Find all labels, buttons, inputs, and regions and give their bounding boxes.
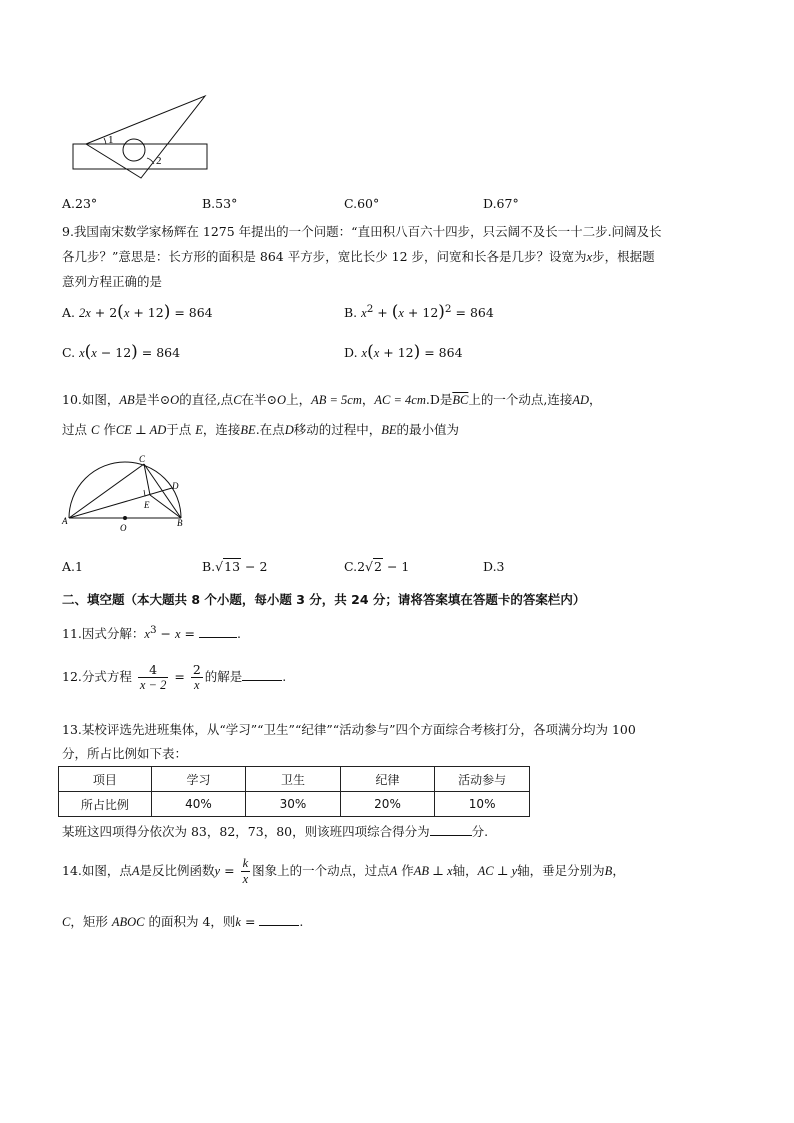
label-d: D (172, 481, 179, 491)
center-point-o (123, 516, 127, 520)
q10-figure (60, 452, 190, 534)
label-o: O (120, 523, 127, 533)
triangle-set-square (86, 96, 205, 178)
q8-option-b: B.53° (202, 196, 238, 211)
segment-be (150, 495, 181, 518)
q8-figure (68, 92, 213, 182)
label-b: B (177, 518, 183, 528)
q10-line1: 10.如图，AB是半⊙O的直径,点C在半⊙O上，AB = 5cm，AC = 4cm.D是$\overline{BC}$上的一个动点,连接AD， (62, 392, 602, 407)
q10-option-b: B.√13 − 2 (202, 559, 268, 574)
table-header-cell: 纪律 (340, 767, 435, 792)
q13-line3: 某班这四项得分依次为 83，82，73，80，则该班四项综合得分为 分. (62, 824, 489, 839)
table-header-cell: 卫生 (246, 767, 341, 792)
q11: 11.因式分解：$x^3 - x$ = . (62, 624, 241, 642)
label-a: A (62, 516, 68, 526)
table-cell: 40% (151, 792, 246, 817)
table-cell: 30% (246, 792, 341, 817)
q12-fraction-left: $\frac{4}{x - 2}$ (139, 662, 167, 692)
table-header-cell: 活动参与 (435, 767, 530, 792)
section2-heading: 二、填空题（本大题共 8 个小题，每小题 3 分，共 24 分；请将答案填在答题卡的答案栏内） (62, 592, 586, 607)
q14-fraction: $\frac{k}{x}$ (242, 856, 249, 886)
table-row (59, 792, 530, 817)
q12-answer-blank[interactable] (242, 668, 282, 681)
q14-line1: 14.如图，点A是反比例函数y = $\frac{k}{x}$ 图象上的一个动点，过点A 作AB ⊥ x轴，AC ⊥ y轴，垂足分别为B， (62, 856, 625, 886)
triangle-hole-circle (123, 139, 145, 161)
q9-option-b: B. $x^2 + (x + 12)^2 = 864$ (344, 302, 494, 322)
q9-line2: 各几步？”意思是：长方形的面积是 864 平方步，宽比长少 12 步，问宽和长各是几步？设宽为x步，根据题 (62, 249, 655, 264)
q9-line3: 意列方程正确的是 (62, 274, 163, 289)
table-cell: 20% (340, 792, 435, 817)
table-cell: 所占比例 (59, 792, 152, 817)
q8-option-d: D.67° (483, 196, 519, 211)
segment-ad (69, 488, 172, 518)
q8-option-a: A.23° (62, 196, 98, 211)
q13-answer-blank[interactable] (430, 823, 472, 836)
q11-answer-blank[interactable] (199, 625, 237, 638)
angle1-label: 1 (108, 134, 114, 146)
q10-option-a: A.1 (62, 559, 83, 574)
table-row (59, 767, 530, 792)
q10-line2: 过点 C 作CE ⊥ AD于点 E，连接BE.在点D移动的过程中，BE的最小值为 (62, 422, 460, 437)
q14-answer-blank[interactable] (259, 913, 299, 926)
q9-line1: 9.我国南宋数学家杨辉在 1275 年提出的一个问题：“直田积八百六十四步，只云阔不及长一十二步.问阔及长 (62, 224, 662, 239)
table-header-cell: 项目 (59, 767, 152, 792)
label-e: E (144, 500, 150, 510)
table-header-cell: 学习 (151, 767, 246, 792)
q9-option-d: D. x(x + 12) = 864 (344, 342, 463, 362)
q13-line1: 13.某校评选先进班集体，从“学习”“卫生”“纪律”“活动参与”四个方面综合考核打分，各项满分均为 100 (62, 722, 636, 737)
angle1-arc (104, 138, 106, 144)
segment-ac (69, 464, 144, 518)
q9-option-c: C. x(x − 12) = 864 (62, 342, 181, 362)
q13-line2: 分，所占比例如下表： (62, 746, 188, 761)
q12: 12.分式方程 $\frac{4}{x - 2}$ = $\frac{2}{x}$ 的解是 . (62, 662, 287, 692)
q9-option-a: A. 2x + 2(x + 12) = 864 (62, 302, 213, 322)
q13-table (58, 766, 530, 817)
q10-option-d: D.3 (483, 559, 505, 574)
label-c: C (139, 454, 146, 464)
ruler-rectangle (73, 144, 207, 169)
q10-option-c: C.2√2 − 1 (344, 559, 410, 574)
q8-option-c: C.60° (344, 196, 380, 211)
angle2-label: 2 (156, 155, 162, 167)
table-cell: 10% (435, 792, 530, 817)
q12-fraction-right: $\frac{2}{x}$ (192, 662, 201, 692)
q14-line2: C，矩形 ABOC 的面积为 4，则k = . (62, 914, 304, 929)
